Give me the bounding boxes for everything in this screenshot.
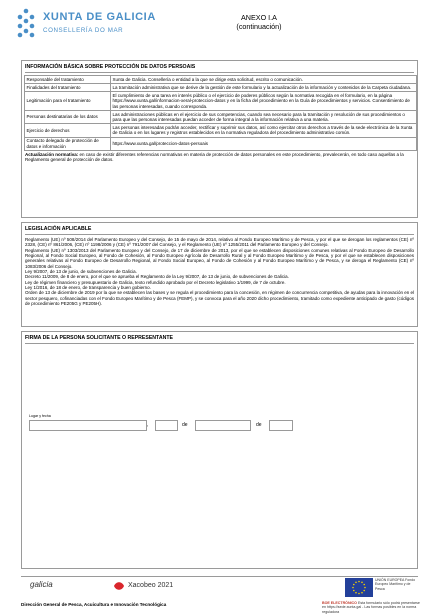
eu-star-icon [353,590,355,592]
table-row [25,124,417,137]
data-protection-table [24,75,417,151]
legislation-item: Ley 9/2007, de 13 de junio, de subvenciones de Galicia. [25,269,137,275]
row-value: Xunta de Galicia. Consellería o entidad a la que se dirige esta solicitud, escrito o comunicación. [111,76,417,84]
legislation-item: Reglamento (UE) nº 1303/2013 del Parlamento Europeo y del Consejo, de 17 de diciembre de 2013, por el que se establecen disposiciones comunes relativas al Fondo Europeo de Desarrollo Regional, al Fondo Social Europeo, al Fondo de Cohesión, al Fondo Europeo Agrícola de Desarrollo Rural y al Fondo Europeo Marítimo y de Pesca, y por el que se establecen disposiciones generales relativas al Fondo Europeo de Desarrollo Regional, al Fondo Social Europeo, al Fondo de Cohesión y al Fondo Europeo Marítimo y de Pesca, y se deroga el Reglamento (CE) nº 1083/2006 del Consejo. [25,247,414,269]
eu-star-icon [364,587,366,589]
eu-star-icon [361,582,363,584]
row-label: Personas destinatarias de los datos [25,110,111,123]
row-label: Responsable del tratamiento [25,76,111,84]
legislation-item: Ley 1/2016, de 18 de enero, de transparencia y buen gobierno. [25,285,151,291]
eu-flag-icon [345,578,373,597]
table-row [25,110,417,123]
date-separator: , [147,422,149,428]
department-name: CONSELLERÍA DO MAR [43,27,124,34]
annex-title: ANEXO I.A [241,13,277,22]
row-label: Ejercicio de derechos [25,124,111,137]
data-protection-section [21,60,418,218]
eu-star-icon [352,587,354,589]
section-divider [25,343,414,344]
eu-star-icon [358,593,360,595]
legislation-item: Decreto 11/2009, de 8 de enero, por el que se aprueba el Reglamento de la Ley 9/2007, de 13 de junio, de subvenciones de Galicia. [25,274,289,280]
regulatory-update-note [22,151,417,163]
eu-star-icon [358,581,360,583]
legislation-item: Reglamento (UE) nº 508/2014 del Parlamento Europeo y del Consejo, de 15 de mayo de 2014, relativo al Fondo Europeo Marítimo y de Pesca, y por el que se derogan los reglamentos (CE) nº 2328, (CE) nº 861/2006, (CE) nº 1198/2006 y (CE) nº 791/2007 del Consejo, y el Reglamento (UE) nº 1255/2011 del Parlamento Europeo y del Consejo. [25,237,414,248]
row-label: Finalidades del tratamiento [25,84,111,92]
xunta-crest-icon [13,7,39,41]
year-input[interactable] [269,420,293,431]
table-row [25,76,417,84]
galicia-logo: galicia [30,580,53,589]
eu-star-icon [361,592,363,594]
place-date-label: Lugar y fecha [29,414,51,418]
row-value: https://www.xunta.gal/proteccion-datos-persoais [111,137,417,150]
table-row [25,92,417,111]
eu-fund-text: UNIÓN EUROPEA Fondo Europeo Marítimo y de Pesca [375,578,416,591]
legislation-item: Orden de 13 de diciembre de 2019 por la que se establecen las bases y se regula el procedimiento para la concesión, en régimen de concurrencia competitiva, de ayudas para la innovación en el sector pesquero, cofinanciadas con el Fondo Europeo Marítimo y de Pesca (FEMP), y se convoca para el año 2020 dicho procedimiento, tramitado como expediente anticipado de gasto (códigos de procedimiento PE205G y PE205H). [25,290,414,307]
footer-divider [21,576,418,577]
regulatory-update-label: Actualización normativa: [25,152,79,158]
table-row [25,84,417,92]
electronic-submission-text: Esta formulario sólo podrá presentarse en https://sede.xunta.gal - Las formas posibles en la norma reguladora [322,601,420,614]
eu-star-icon [363,584,365,586]
directorate-name: Dirección General de Pesca, Acuicultura e Innovación Tecnológica [21,602,167,607]
electronic-submission-note [322,601,422,614]
section-divider [25,72,414,73]
xacobeo-logo-icon [113,581,125,591]
day-input[interactable] [155,420,178,431]
eu-star-icon [355,592,357,594]
table-row [25,137,417,150]
legislation-title: LEGISLACIÓN APLICABLE [25,226,92,232]
signature-title: FIRMA DE LA PERSONA SOLICITANTE O REPRESENTANTE [25,335,173,341]
eu-star-icon [355,582,357,584]
row-value: La tramitación administrativa que se derive de la gestión de este formulario y la actualización de la información y contenidos de la Carpeta ciudadana. [111,84,417,92]
brand-name: XUNTA DE GALICIA [43,11,156,23]
row-value: Las administraciones públicas en el ejercicio de sus competencias, cuando sea necesario para la tramitación y resolución de sus procedimientos o para que las personas interesadas puedan acceder de forma integral a la información relativa a una materia. [111,110,417,123]
eu-star-icon [353,584,355,586]
row-value: El cumplimiento de una tarea en interés público o el ejercicio de poderes públicos según la normativa recogida en el formulario, en la página https://www.xunta.gal/informacion-xeral-proteccion-datos y en la ficha del procedimiento en la Guía de procedimientos y servicios. Consentimiento de las personas interesadas, cuando corresponda. [111,92,417,111]
xacobeo-logo: Xacobeo 2021 [128,582,174,589]
row-label: Contacto delegado de protección de datos e información [25,137,111,150]
data-protection-title: INFORMACIÓN BÁSICA SOBRE PROTECCIÓN DE DATOS PERSOAIS [25,64,196,70]
regulatory-update-text: en caso de existir diferentes referencias normativas en materia de protección de datos personales en este procedimiento, prevalecerán, en todo caso aquellas a la Reglamento general de protección de datos. [25,152,404,163]
place-input[interactable] [29,420,147,431]
row-value: Las personas interesadas podrán acceder, rectificar y suprimir sus datos, así como ejercitar otros derechos a través de la sede electrónica de la Xunta de Galicia o en los lugares y registros establecidos en la normativa reguladora del procedimiento administrativo común. [111,124,417,137]
legislation-section [21,222,418,327]
signature-section [21,331,418,569]
legislation-list [22,235,417,306]
xunta-logo [13,7,156,47]
annex-heading [229,13,289,31]
legislation-item: Ley de régimen financiero y presupuestario de Galicia, texto refundido aprobado por el Decreto legislativo 1/1999, de 7 de octubre. [25,279,286,285]
eu-star-icon [363,590,365,592]
date-separator: de [182,422,188,428]
row-label: Legitimación para el tratamiento [25,92,111,111]
date-separator: de [256,422,262,428]
annex-subtitle: (continuación) [236,22,282,31]
electronic-submission-label: BOE ELECTRÓNICO [322,601,357,605]
month-input[interactable] [195,420,251,431]
